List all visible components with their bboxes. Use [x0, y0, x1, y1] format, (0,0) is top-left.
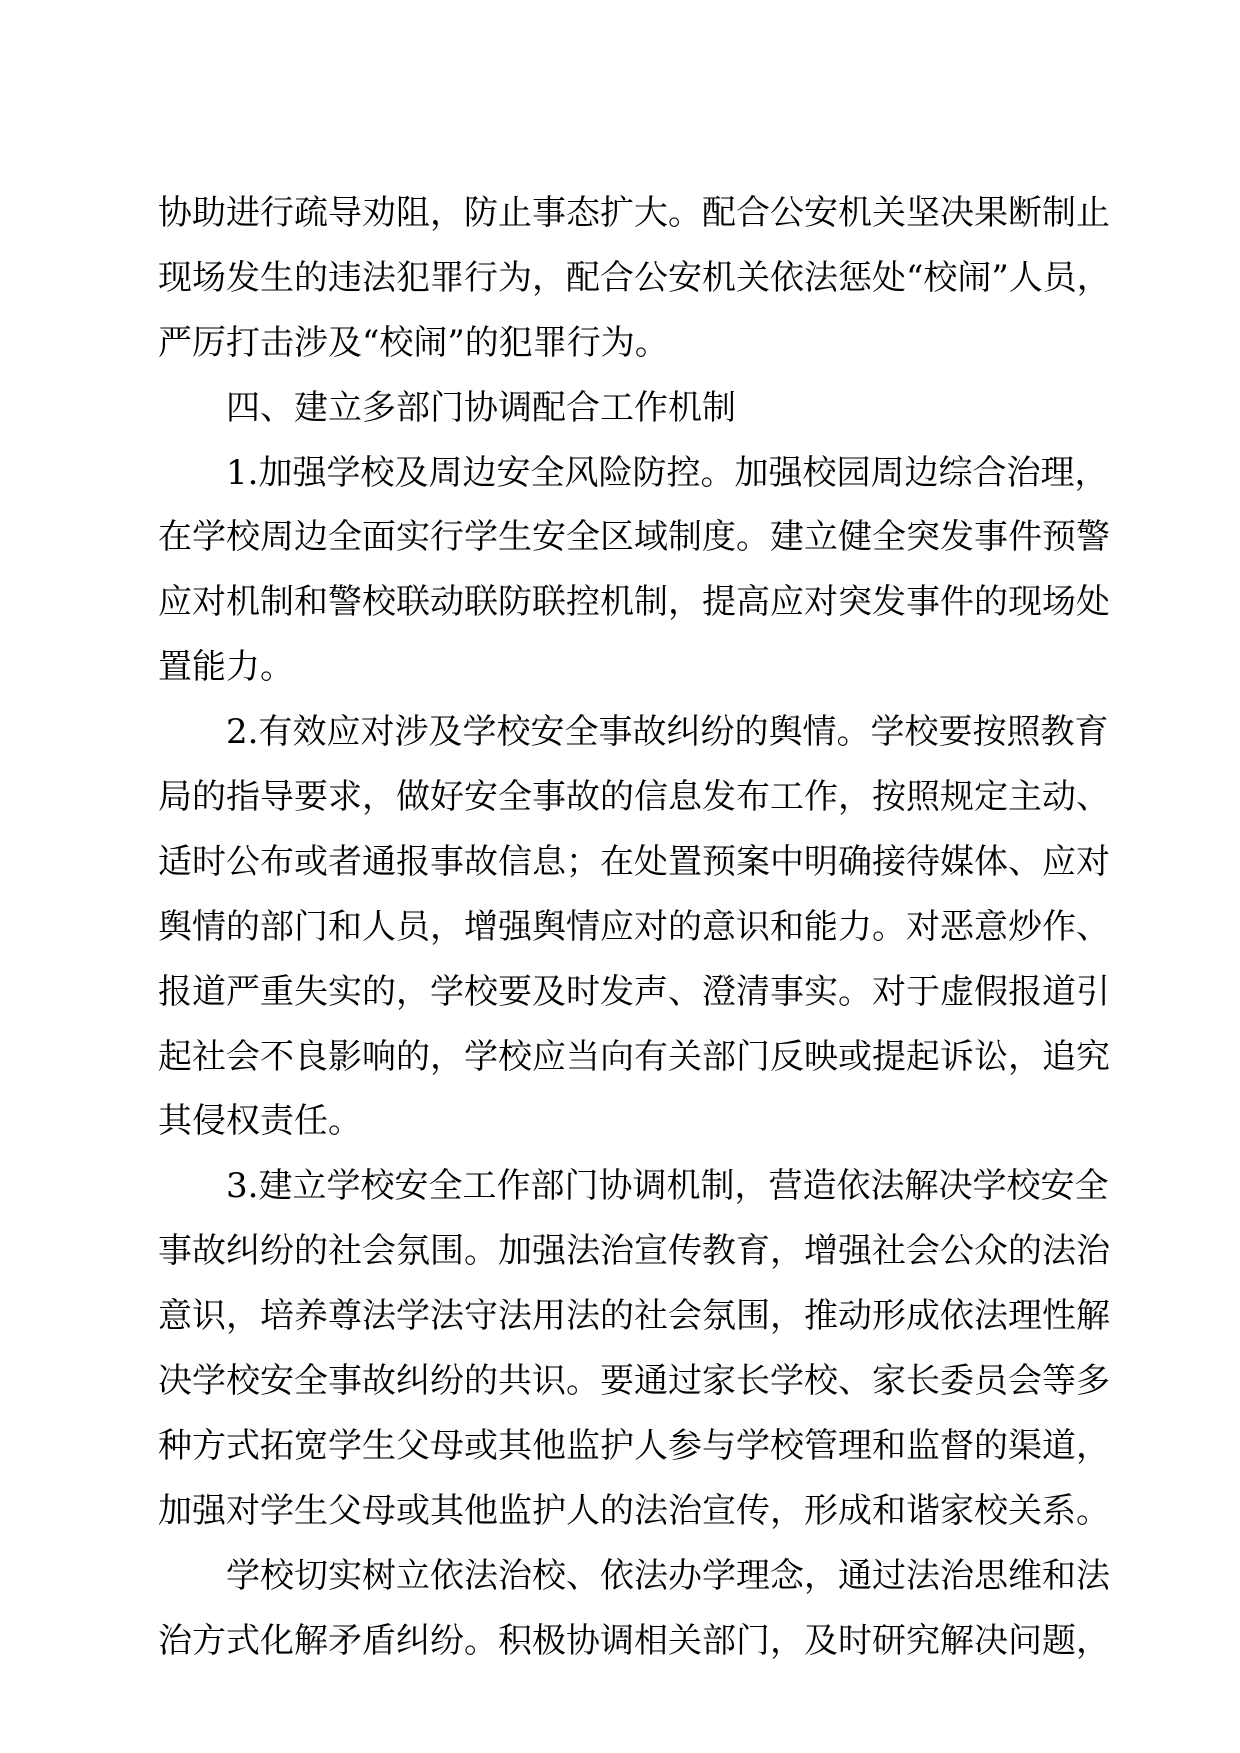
text-line: 置能力。	[158, 647, 294, 688]
text-line: 适时公布或者通报事故信息；在处置预案中明确接待媒体、应对	[158, 841, 1110, 882]
text-line: 报道严重失实的，学校要及时发声、澄清事实。对于虚假报道引	[158, 971, 1110, 1012]
section-heading: 四、建立多部门协调配合工作机制	[226, 387, 736, 428]
text-line: 加强对学生父母或其他监护人的法治宣传，形成和谐家校关系。	[158, 1490, 1110, 1531]
text-line: 意识，培养尊法学法守法用法的社会氛围，推动形成依法理性解	[158, 1296, 1110, 1337]
text-line: 种方式拓宽学生父母或其他监护人参与学校管理和监督的渠道，	[158, 1425, 1110, 1466]
text-line: 舆情的部门和人员，增强舆情应对的意识和能力。对恶意炒作、	[158, 906, 1110, 947]
text-line: 应对机制和警校联动联防联控机制，提高应对突发事件的现场处	[158, 582, 1110, 623]
text-line: 起社会不良影响的，学校应当向有关部门反映或提起诉讼，追究	[158, 1036, 1110, 1077]
text-line: 3.建立学校安全工作部门协调机制，营造依法解决学校安全	[226, 1166, 1109, 1207]
text-line: 严厉打击涉及“校闹”的犯罪行为。	[158, 322, 669, 363]
text-line: 现场发生的违法犯罪行为，配合公安机关依法惩处“校闹”人员，	[158, 257, 1111, 298]
text-line: 在学校周边全面实行学生安全区域制度。建立健全突发事件预警	[158, 517, 1110, 558]
text-line: 1.加强学校及周边安全风险防控。加强校园周边综合治理，	[226, 452, 1109, 493]
document-body	[158, 181, 1111, 1673]
text-line: 事故纠纷的社会氛围。加强法治宣传教育，增强社会公众的法治	[158, 1231, 1110, 1272]
text-line: 2.有效应对涉及学校安全事故纠纷的舆情。学校要按照教育	[226, 712, 1109, 753]
text-line: 其侵权责任。	[158, 1101, 362, 1142]
text-line: 决学校安全事故纠纷的共识。要通过家长学校、家长委员会等多	[158, 1361, 1110, 1402]
text-line: 治方式化解矛盾纠纷。积极协调相关部门，及时研究解决问题，	[158, 1620, 1110, 1661]
text-line: 局的指导要求，做好安全事故的信息发布工作，按照规定主动、	[158, 777, 1110, 818]
text-line: 学校切实树立依法治校、依法办学理念，通过法治思维和法	[226, 1555, 1110, 1596]
text-line: 协助进行疏导劝阻，防止事态扩大。配合公安机关坚决果断制止	[158, 193, 1110, 233]
